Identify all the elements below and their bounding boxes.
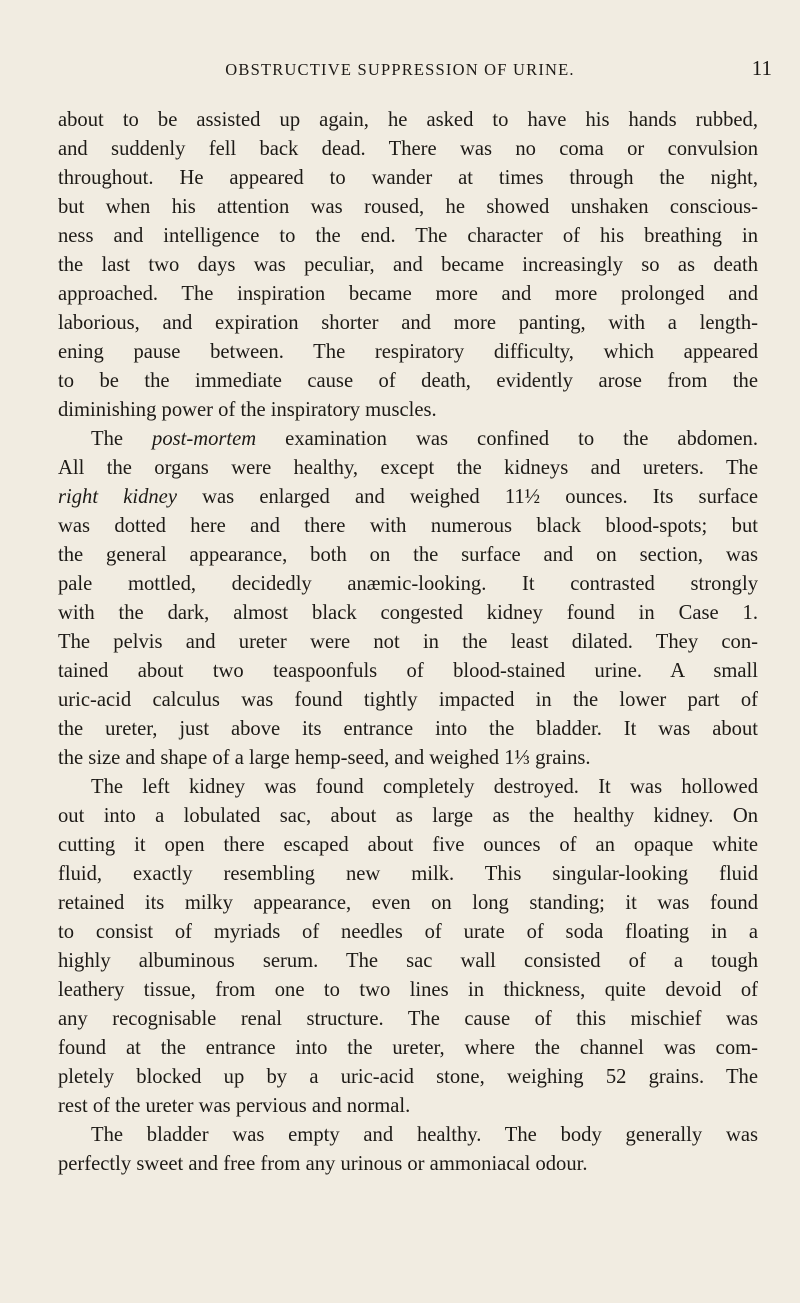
text-line: cutting it open there escaped about five ounces of an opaque white bbox=[58, 834, 758, 856]
text-line: the general appearance, both on the surface and on section, was bbox=[58, 544, 758, 566]
emphasis: right kidney bbox=[58, 486, 177, 508]
text-line: found at the entrance into the ureter, where the channel was com- bbox=[58, 1037, 758, 1059]
text-line: the ureter, just above its entrance into the bladder. It was about bbox=[58, 718, 758, 740]
text-line: ness and intelligence to the end. The character of his breathing in bbox=[58, 225, 758, 247]
text-line: right kidney was enlarged and weighed 11½ ounces. Its surface bbox=[58, 486, 759, 508]
text-line: highly albuminous serum. The sac wall consisted of a tough bbox=[58, 950, 758, 972]
text-line: any recognisable renal structure. The cause of this mischief was bbox=[58, 1008, 758, 1030]
text-line: to consist of myriads of needles of urate of soda floating in a bbox=[58, 921, 758, 943]
text-line: All the organs were healthy, except the kidneys and ureters. The bbox=[58, 457, 758, 479]
text-line: but when his attention was roused, he showed unshaken conscious- bbox=[58, 196, 758, 218]
text-line: laborious, and expiration shorter and more panting, with a length- bbox=[58, 312, 758, 334]
text-line: was dotted here and there with numerous black blood-spots; but bbox=[58, 515, 758, 537]
text-line: tained about two teaspoonfuls of blood-stained urine. A small bbox=[58, 660, 758, 682]
text-line: and suddenly fell back dead. There was no coma or convulsion bbox=[58, 138, 758, 160]
paragraph bbox=[58, 106, 758, 425]
running-title: OBSTRUCTIVE SUPPRESSION OF URINE. bbox=[225, 60, 575, 79]
text-line: pale mottled, decidedly anæmic-looking. It contrasted strongly bbox=[58, 573, 758, 595]
emphasis: post-mortem bbox=[152, 428, 257, 450]
text-line: with the dark, almost black congested kidney found in Case 1. bbox=[58, 602, 758, 624]
text-line: uric-acid calculus was found tightly impacted in the lower part of bbox=[58, 689, 758, 711]
text-line: the last two days was peculiar, and became increasingly so as death bbox=[58, 254, 758, 276]
running-header bbox=[0, 56, 800, 86]
text-line: retained its milky appearance, even on long standing; it was found bbox=[58, 892, 758, 914]
text-line: diminishing power of the inspiratory muscles. bbox=[58, 399, 437, 421]
body-text bbox=[58, 106, 758, 1179]
paragraph bbox=[58, 1121, 758, 1179]
text-line: to be the immediate cause of death, evidently arose from the bbox=[58, 370, 758, 392]
paragraph bbox=[58, 773, 758, 1121]
text-line: ening pause between. The respiratory difficulty, which appeared bbox=[58, 341, 758, 363]
text-line: the size and shape of a large hemp-seed, and weighed 1⅓ grains. bbox=[58, 747, 591, 769]
text-line: out into a lobulated sac, about as large as the healthy kidney. On bbox=[58, 805, 758, 827]
text-line: perfectly sweet and free from any urinous or ammoniacal odour. bbox=[58, 1153, 588, 1175]
text-line: pletely blocked up by a uric-acid stone, weighing 52 grains. The bbox=[58, 1066, 758, 1088]
text-line: The post-mortem examination was confined to the abdomen. bbox=[91, 428, 758, 450]
text-line: The bladder was empty and healthy. The body generally was bbox=[91, 1124, 758, 1146]
text-line: leathery tissue, from one to two lines in thickness, quite devoid of bbox=[58, 979, 758, 1001]
text-line: fluid, exactly resembling new milk. This singular-looking fluid bbox=[58, 863, 758, 885]
text-line: The pelvis and ureter were not in the least dilated. They con- bbox=[58, 631, 758, 653]
text-line: The left kidney was found completely destroyed. It was hollowed bbox=[91, 776, 758, 798]
text-line: about to be assisted up again, he asked to have his hands rubbed, bbox=[58, 109, 758, 131]
text-line: throughout. He appeared to wander at times through the night, bbox=[58, 167, 758, 189]
page-number: 11 bbox=[751, 56, 772, 80]
paragraph bbox=[58, 425, 758, 773]
text-line: rest of the ureter was pervious and normal. bbox=[58, 1095, 411, 1117]
text-line: approached. The inspiration became more and more prolonged and bbox=[58, 283, 758, 305]
